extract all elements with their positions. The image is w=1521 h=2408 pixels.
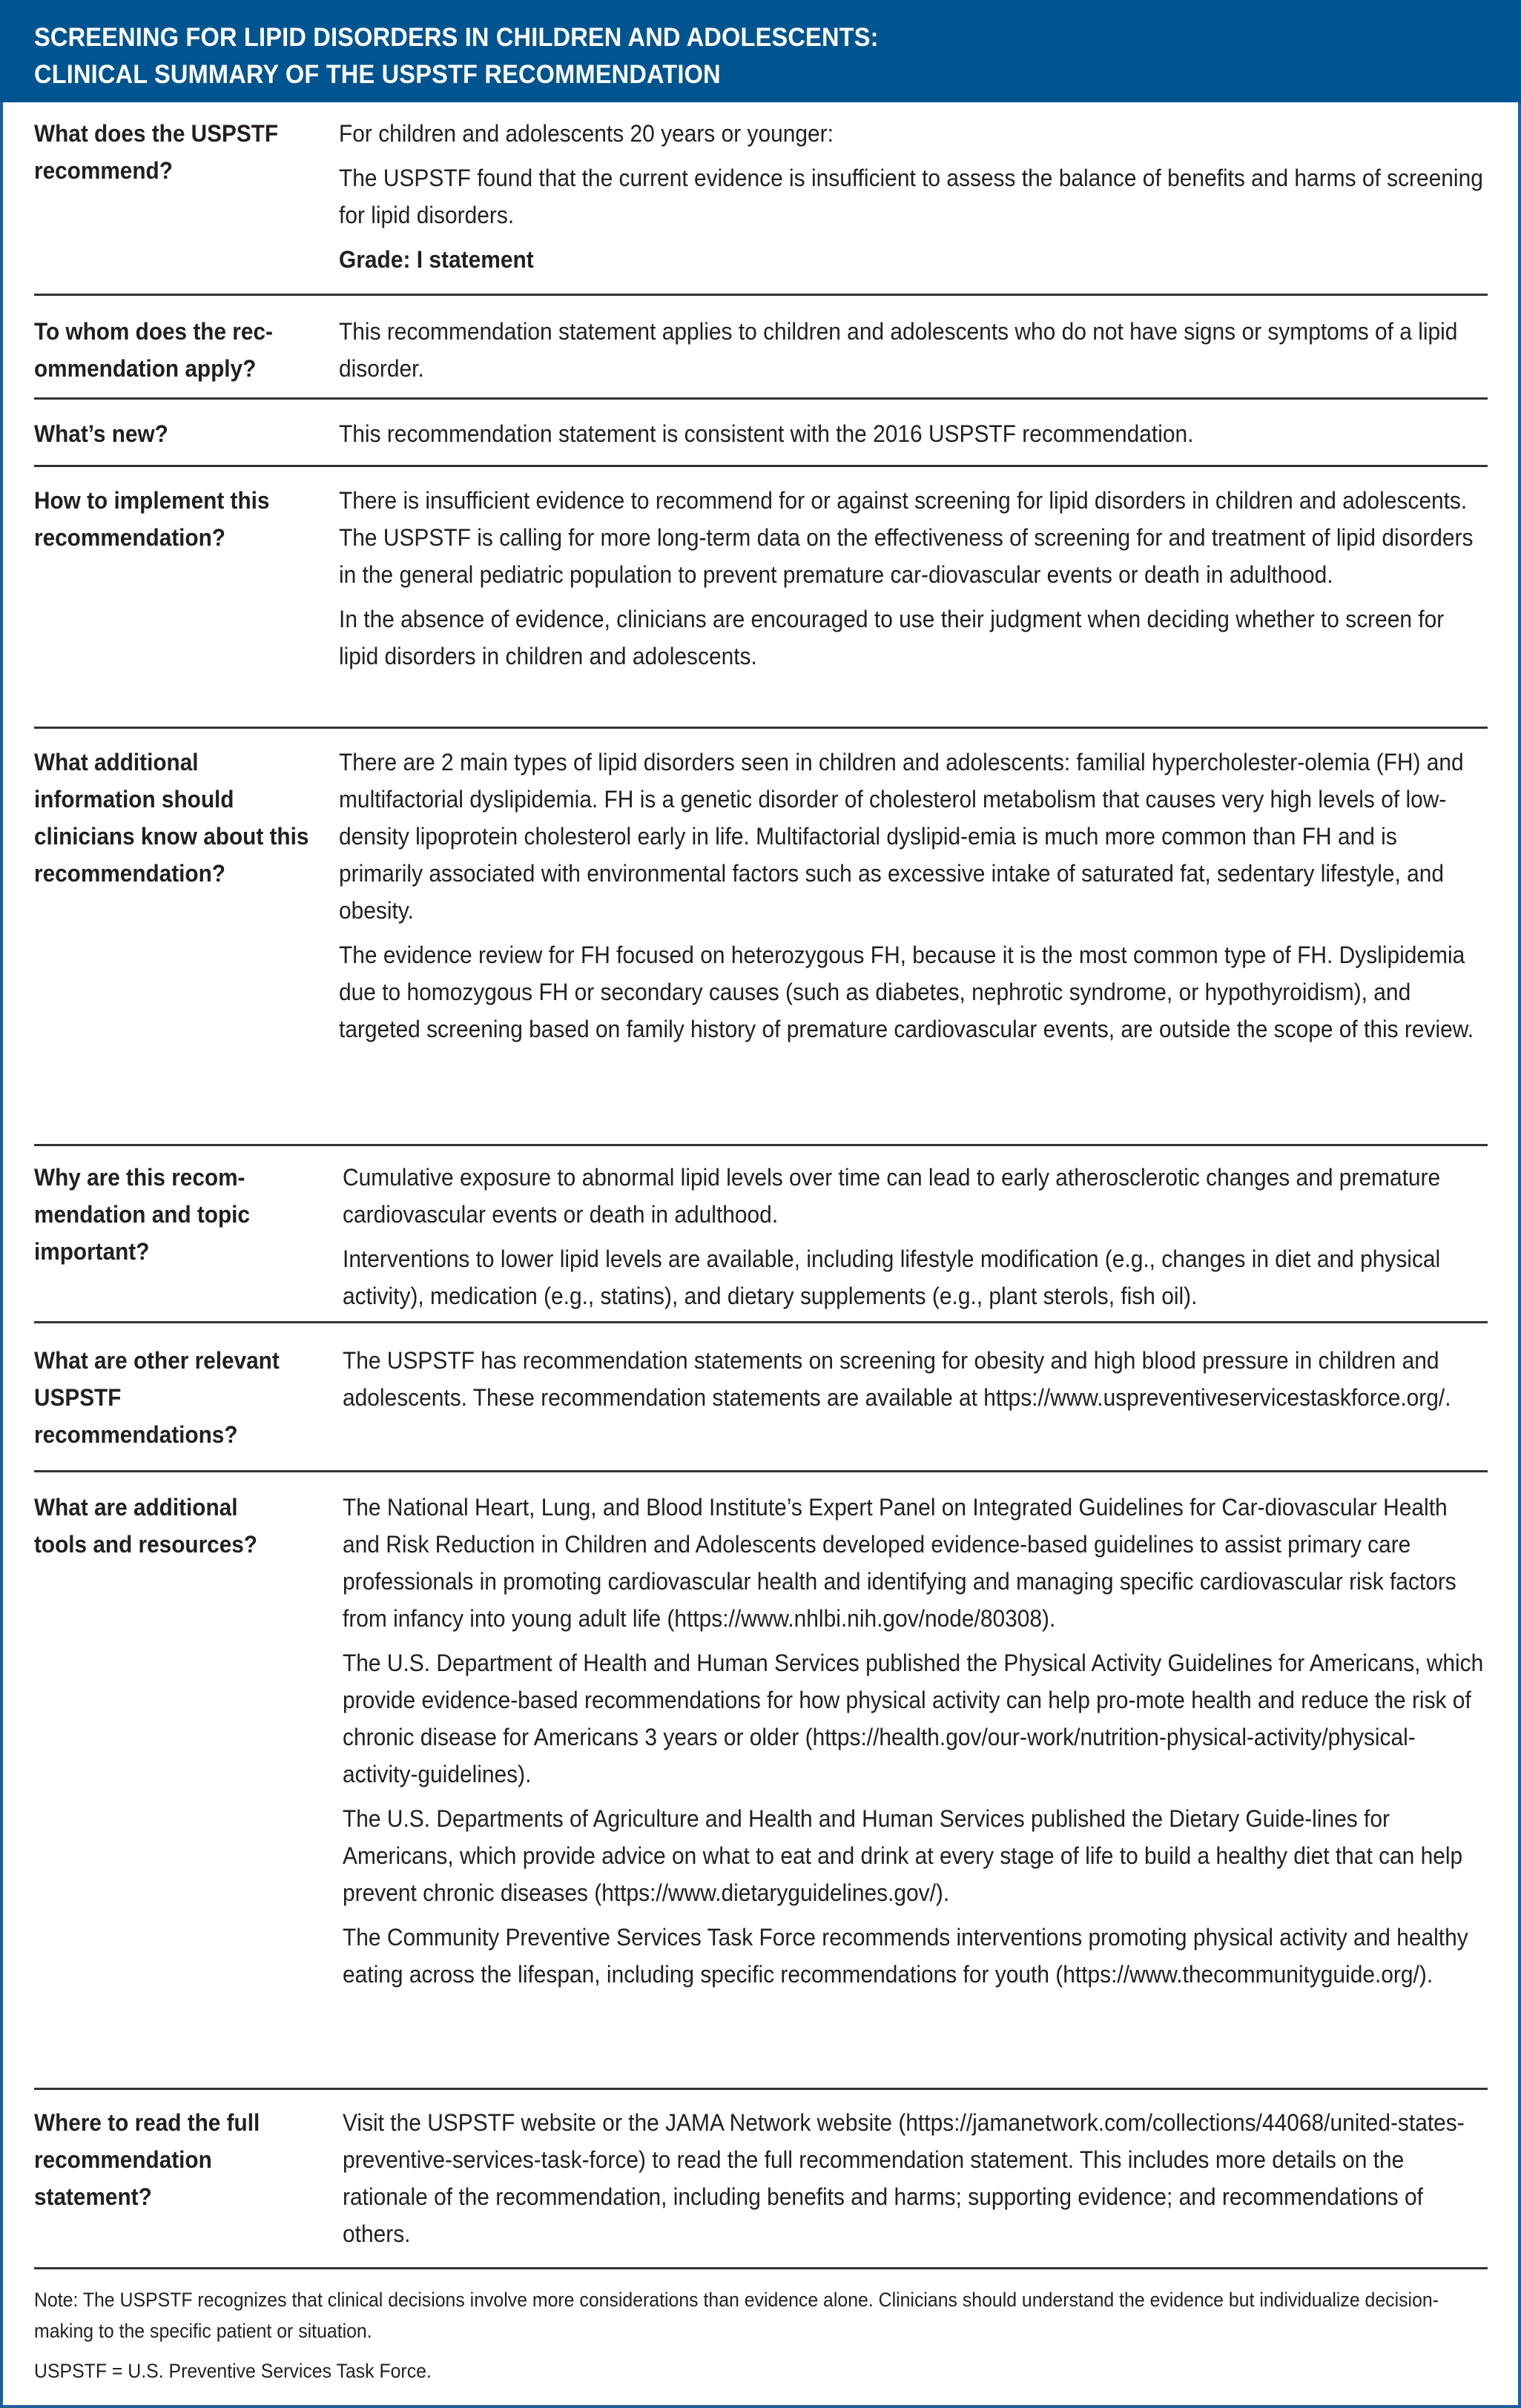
answer-paragraph: Cumulative exposure to abnormal lipid levels over time can lead to early atherosclerotic changes and premature cardiovascular events or death in adulthood. [343,1164,1441,1228]
answer-paragraph: This recommendation statement applies to children and adolescents who do not have signs or symptoms of a lipid disorder. [339,318,1458,382]
row-divider [34,1321,1488,1323]
answer-paragraph: The evidence review for FH focused on heterozygous FH, because it is the most common type of FH. Dyslipidemia due to homozygous FH or secondary causes (such as diabetes, nephrotic syndrome, or hypothyroidism), and targeted screening based on family history of premature cardiovascular events, are outside the scope of this review. [339,942,1474,1042]
row-question: What’s new? [34,420,168,447]
row-divider [34,1144,1488,1146]
row-divider [34,2088,1488,2090]
row-answer [339,115,1485,285]
row-answer [343,1342,1488,1423]
answer-paragraph: The U.S. Department of Health and Human Services published the Physical Activity Guidelines for Americans, which provide evidence-based recommendations for how physical activity can help pro-mote health and reduce the risk of chronic disease for Americans 3 years or older (https://health.gov/our-work/nutrition-physical-activity/physical-activity-guidelines). [343,1650,1484,1787]
row-answer [339,415,1485,460]
answer-paragraph: The USPSTF found that the current evidence is insufficient to assess the balance of benefits and harms of screening for lipid disorders. [339,165,1483,228]
title-line-1: SCREENING FOR LIPID DISORDERS IN CHILDREN AND ADOLESCENTS: [34,23,879,52]
row-answer [339,313,1485,394]
row-question: To whom does the rec-ommendation apply? [34,318,273,382]
answer-paragraph: Visit the USPSTF website or the JAMA Network website (https://jamanetwork.com/collections/44068/united-states-preventive-services-task-force) to read the full recommendation statement. This includes more details on the rationale of the recommendation, including benefits and harms; supporting evidence; and recommendations of others. [343,2109,1465,2247]
answer-paragraph: The National Heart, Lung, and Blood Institute’s Expert Panel on Integrated Guidelines for Car-diovascular Health and Risk Reduction in Children and Adolescents developed evidence-based guidelines to assist primary care professionals in promoting cardiovascular health and identifying and managing specific cardiovascular risk factors from infancy into young adult life (https://www.nhlbi.nih.gov/node/80308). [343,1494,1456,1632]
answer-paragraph: The U.S. Departments of Agriculture and Health and Human Services published the Dietary Guide-lines for Americans, which provide advice on what to eat and drink at every stage of life to build a healthy diet that can help prevent chronic diseases (https://www.dietaryguidelines.gov/). [343,1805,1463,1906]
row-question: Where to read the full recommendation statement? [34,2109,260,2210]
row-question: What are additional tools and resources? [34,1494,257,1558]
row-divider [34,2267,1488,2269]
answer-paragraph: In the absence of evidence, clinicians are encouraged to use their judgment when deciding whether to screen for lipid disorders in children and adolescents. [339,606,1445,669]
answer-paragraph: Interventions to lower lipid levels are available, including lifestyle modification (e.g., changes in diet and physical activity), medication (e.g., statins), and dietary supplements (e.g., plant sterols, fish oil). [343,1246,1441,1309]
row-divider [34,294,1488,296]
answer-paragraph: The USPSTF has recommendation statements on screening for obesity and high blood pressure in children and adolescents. These recommendation statements are available at https://www.uspreventiveservicestaskforce.org/. [343,1347,1451,1411]
row-answer [339,744,1485,1055]
answer-paragraph: For children and adolescents 20 years or younger: [339,120,834,147]
footnote-note: Note: The USPSTF recognizes that clinical decisions involve more considerations than evidence alone. Clinicians should understand the evidence but individualize decision-making to the specific patient or situation. [34,2289,1439,2342]
answer-paragraph: This recommendation statement is consistent with the 2016 USPSTF recommendation. [339,420,1194,447]
row-divider [34,465,1488,467]
row-answer [343,1489,1488,2000]
row-question: What are other relevant USPSTF recommendations? [34,1347,280,1448]
row-question: How to implement this recommendation? [34,487,270,551]
footnotes [34,2284,1488,2395]
row-question: What additional information should clinicians know about this recommendation? [34,749,309,887]
footnote-abbreviation: USPSTF = U.S. Preventive Services Task Force. [34,2360,432,2382]
answer-paragraph: The Community Preventive Services Task Force recommends interventions promoting physical activity and healthy eating across the lifespan, including specific recommendations for youth (https://www.thecommunityguide.org/). [343,1924,1468,1988]
answer-paragraph: There is insufficient evidence to recommend for or against screening for lipid disorders in children and adolescents. The USPSTF is calling for more long-term data on the effectiveness of screening for and treatment of lipid disorders in the general pediatric population to prevent premature car-diovascular events or death in adulthood. [339,487,1474,588]
row-question: Why are this recom-mendation and topic important? [34,1164,250,1265]
row-divider [34,727,1488,729]
grade-label: Grade: I statement [339,246,534,273]
row-divider [34,397,1488,400]
page-title [0,0,1521,102]
answer-paragraph: There are 2 main types of lipid disorders seen in children and adolescents: familial hypercholester-olemia (FH) and multifactorial dyslipidemia. FH is a genetic disorder of cholesterol metabolism that causes very high levels of low-density lipoprotein cholesterol early in life. Multifactorial dyslipid-emia is much more common than FH and is primarily associated with environmental factors such as excessive intake of saturated fat, sedentary lifestyle, and obesity. [339,749,1464,924]
row-answer [343,2104,1488,2260]
row-divider [34,1470,1488,1472]
row-question: What does the USPSTF recommend? [34,120,279,184]
row-answer [339,482,1485,682]
row-answer [343,1159,1488,1322]
title-line-2: CLINICAL SUMMARY OF THE USPSTF RECOMMENDATION [34,60,721,89]
